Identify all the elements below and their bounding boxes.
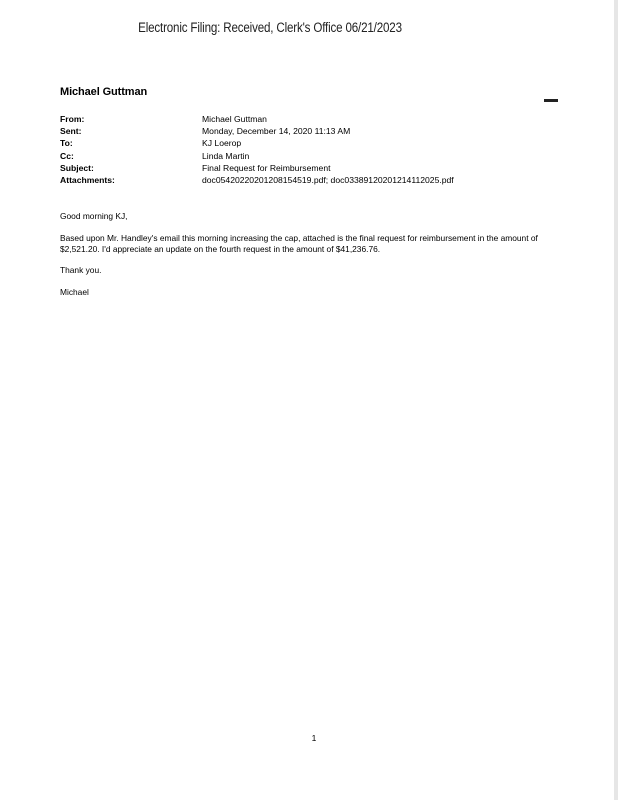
cc-label: Cc:	[60, 150, 74, 161]
email-header-fields	[60, 113, 454, 186]
cc-value: Linda Martin	[202, 150, 250, 161]
to-row	[60, 137, 454, 149]
sent-value: Monday, December 14, 2020 11:13 AM	[202, 126, 351, 137]
email-greeting: Good morning KJ,	[60, 211, 128, 221]
cc-row	[60, 150, 454, 162]
subject-row	[60, 162, 454, 174]
email-body-paragraph: Based upon Mr. Handley's email this morning increasing the cap, attached is the final request for reimbursement in the amount of $2,521.20. I'd appreciate an update on the fourth request in the amount of $41,236.76.	[60, 233, 538, 254]
attachments-value: doc05420220201208154519.pdf; doc03389120201214112025.pdf	[202, 175, 454, 186]
filing-stamp: Electronic Filing: Received, Clerk's Office 06/21/2023	[138, 20, 402, 35]
from-label: From:	[60, 114, 85, 124]
email-thanks: Thank you.	[60, 265, 102, 275]
to-label: To:	[60, 138, 73, 149]
page-number: 1	[311, 733, 317, 743]
email-signoff: Michael	[60, 287, 89, 297]
sent-row	[60, 125, 454, 137]
page-edge	[614, 0, 618, 800]
from-value: Michael Guttman	[202, 114, 267, 124]
to-value: KJ Loerop	[202, 138, 242, 149]
sent-label: Sent:	[60, 126, 82, 137]
attachments-row	[60, 174, 454, 186]
attachments-label: Attachments:	[60, 175, 115, 186]
subject-label: Subject:	[60, 162, 94, 173]
header-rule	[544, 99, 558, 102]
sender-heading: Michael Guttman	[60, 86, 148, 98]
from-row	[60, 113, 454, 125]
subject-value: Final Request for Reimbursement	[202, 162, 331, 173]
